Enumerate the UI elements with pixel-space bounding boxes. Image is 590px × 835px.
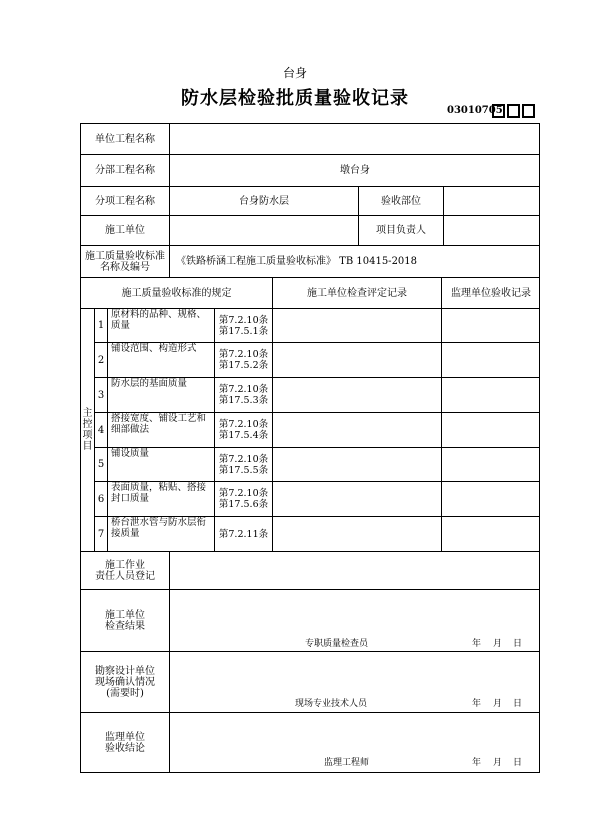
item-text-line1: 原材料的品种、规格、 bbox=[111, 309, 207, 320]
supervision-conclusion-line2: 验收结论 bbox=[105, 742, 145, 754]
unit-project-label: 单位工程名称 bbox=[81, 124, 170, 155]
main-control-char: 控 bbox=[82, 419, 93, 430]
item-text-line2: 细部做法 bbox=[111, 424, 150, 435]
col-spec-header: 施工质量验收标准的规定 bbox=[81, 278, 273, 309]
item-construction-check-cell[interactable] bbox=[273, 309, 442, 343]
date-day-label: 日 bbox=[513, 758, 523, 768]
item-text-line1: 搭接宽度、铺设工艺和 bbox=[111, 413, 207, 424]
item-text bbox=[108, 378, 215, 413]
acceptance-part-label: 验收部位 bbox=[359, 187, 444, 216]
item-text-line1: 铺设质量 bbox=[111, 448, 150, 459]
main-control-char: 主 bbox=[82, 408, 93, 419]
date-year-label: 年 bbox=[472, 699, 482, 709]
item-ref-line1: 第7.2.10条 bbox=[218, 349, 269, 360]
item-ref-line2: 第17.5.3条 bbox=[218, 395, 269, 406]
item-construction-check-cell[interactable] bbox=[273, 343, 442, 378]
date-year-label: 年 bbox=[472, 639, 482, 649]
date-day-label: 日 bbox=[513, 699, 523, 709]
worker-registration-field[interactable] bbox=[170, 552, 540, 590]
construction-unit-field[interactable] bbox=[170, 216, 359, 246]
item-number: 6 bbox=[95, 482, 108, 517]
item-text bbox=[108, 517, 215, 552]
project-manager-label: 项目负责人 bbox=[359, 216, 444, 246]
design-confirm-label bbox=[81, 652, 170, 713]
item-ref bbox=[215, 482, 273, 517]
item-ref-line2: 第17.5.5条 bbox=[218, 464, 269, 476]
col-construction-check-header: 施工单位检查评定记录 bbox=[273, 278, 442, 309]
item-construction-check-cell[interactable] bbox=[273, 413, 442, 448]
item-ref-line1: 第7.2.10条 bbox=[218, 453, 269, 465]
item-text-line2: 接质量 bbox=[111, 528, 140, 539]
supervision-conclusion-line1: 监理单位 bbox=[105, 731, 145, 743]
design-confirm-line2: 现场确认情况 bbox=[95, 676, 155, 688]
division-field[interactable]: 墩台身 bbox=[170, 155, 540, 187]
subitem-field[interactable]: 台身防水层 bbox=[170, 187, 359, 216]
main-control-char: 目 bbox=[82, 441, 93, 452]
design-confirm-line3: (需要时) bbox=[106, 687, 144, 699]
item-supervision-cell[interactable] bbox=[442, 482, 540, 517]
code-box-3[interactable] bbox=[522, 104, 535, 118]
item-ref-line1: 第7.2.10条 bbox=[218, 488, 269, 499]
item-text-line1: 桥台泄水管与防水层衔 bbox=[111, 517, 207, 528]
construction-result-line2: 检查结果 bbox=[105, 620, 145, 632]
code-box-2[interactable] bbox=[507, 104, 520, 118]
item-supervision-cell[interactable] bbox=[442, 448, 540, 482]
division-label: 分部工程名称 bbox=[81, 155, 170, 187]
item-ref-line2: 第17.5.2条 bbox=[218, 360, 269, 371]
item-ref-line2: 第17.5.1条 bbox=[218, 325, 269, 337]
item-ref-line1: 第7.2.10条 bbox=[218, 314, 269, 326]
item-text-line2: 封口质量 bbox=[111, 493, 150, 504]
date-day-label: 日 bbox=[513, 639, 523, 649]
supervision-engineer-label: 监理工程师 bbox=[324, 758, 370, 768]
design-confirm-line1: 勘察设计单位 bbox=[95, 665, 155, 677]
item-ref bbox=[215, 309, 273, 343]
item-text bbox=[108, 309, 215, 343]
subitem-label: 分项工程名称 bbox=[81, 187, 170, 216]
standard-label bbox=[81, 246, 170, 278]
item-construction-check-cell[interactable] bbox=[273, 448, 442, 482]
acceptance-part-field[interactable] bbox=[444, 187, 540, 216]
construction-result-label bbox=[81, 590, 170, 652]
item-supervision-cell[interactable] bbox=[442, 413, 540, 448]
design-technician-label: 现场专业技术人员 bbox=[295, 699, 368, 709]
item-text bbox=[108, 343, 215, 378]
item-construction-check-cell[interactable] bbox=[273, 378, 442, 413]
item-text bbox=[108, 448, 215, 482]
supervision-conclusion-label bbox=[81, 713, 170, 772]
unit-project-field[interactable] bbox=[170, 124, 540, 155]
date-month-label: 月 bbox=[493, 758, 503, 768]
item-text bbox=[108, 413, 215, 448]
item-supervision-cell[interactable] bbox=[442, 309, 540, 343]
item-construction-check-cell[interactable] bbox=[273, 482, 442, 517]
page-subtitle: 台身 bbox=[282, 66, 307, 80]
item-ref-line2: 第17.5.4条 bbox=[218, 430, 269, 441]
item-ref-line2: 第17.5.6条 bbox=[218, 499, 269, 510]
item-text-line2: 质量 bbox=[111, 320, 131, 331]
page-title: 防水层检验批质量验收记录 bbox=[181, 88, 409, 109]
item-number: 4 bbox=[95, 413, 108, 448]
item-number: 2 bbox=[95, 343, 108, 378]
standard-label-line1: 施工质量验收标准 bbox=[85, 250, 165, 262]
main-control-label bbox=[81, 309, 95, 552]
worker-registration-label bbox=[81, 552, 170, 590]
item-ref bbox=[215, 378, 273, 413]
item-supervision-cell[interactable] bbox=[442, 343, 540, 378]
form-code: 03010705 bbox=[447, 105, 503, 116]
construction-result-line1: 施工单位 bbox=[105, 609, 145, 621]
date-year-label: 年 bbox=[472, 758, 482, 768]
date-month-label: 月 bbox=[493, 699, 503, 709]
standard-field[interactable]: 《铁路桥涵工程施工质量验收标准》 TB 10415-2018 bbox=[170, 246, 540, 278]
record-table bbox=[80, 123, 540, 773]
item-text-line1: 防水层的基面质量 bbox=[111, 378, 188, 389]
item-ref bbox=[215, 448, 273, 482]
item-ref bbox=[215, 343, 273, 378]
item-ref bbox=[215, 413, 273, 448]
worker-registration-line1: 施工作业 bbox=[105, 559, 145, 571]
item-supervision-cell[interactable] bbox=[442, 517, 540, 552]
date-month-label: 月 bbox=[493, 639, 503, 649]
item-supervision-cell[interactable] bbox=[442, 378, 540, 413]
item-construction-check-cell[interactable] bbox=[273, 517, 442, 552]
item-ref-line1: 第7.2.10条 bbox=[218, 419, 269, 430]
code-box-1[interactable] bbox=[492, 104, 505, 118]
item-text-line1: 表面质量，粘贴、搭接 bbox=[111, 482, 207, 493]
item-text bbox=[108, 482, 215, 517]
item-number: 3 bbox=[95, 378, 108, 413]
item-number: 1 bbox=[95, 309, 108, 343]
item-ref-line1: 第7.2.11条 bbox=[218, 528, 269, 540]
main-control-char: 项 bbox=[82, 430, 93, 441]
project-manager-field[interactable] bbox=[444, 216, 540, 246]
item-number: 7 bbox=[95, 517, 108, 552]
construction-unit-label: 施工单位 bbox=[81, 216, 170, 246]
item-number: 5 bbox=[95, 448, 108, 482]
construction-inspector-label: 专职质量检查员 bbox=[305, 639, 369, 649]
worker-registration-line2: 责任人员登记 bbox=[95, 570, 155, 582]
standard-label-line2: 名称及编号 bbox=[100, 261, 150, 273]
item-text-line1: 铺设范围、构造形式 bbox=[111, 343, 197, 354]
item-ref-line1: 第7.2.10条 bbox=[218, 384, 269, 395]
col-supervision-header: 监理单位验收记录 bbox=[442, 278, 540, 309]
item-ref bbox=[215, 517, 273, 552]
